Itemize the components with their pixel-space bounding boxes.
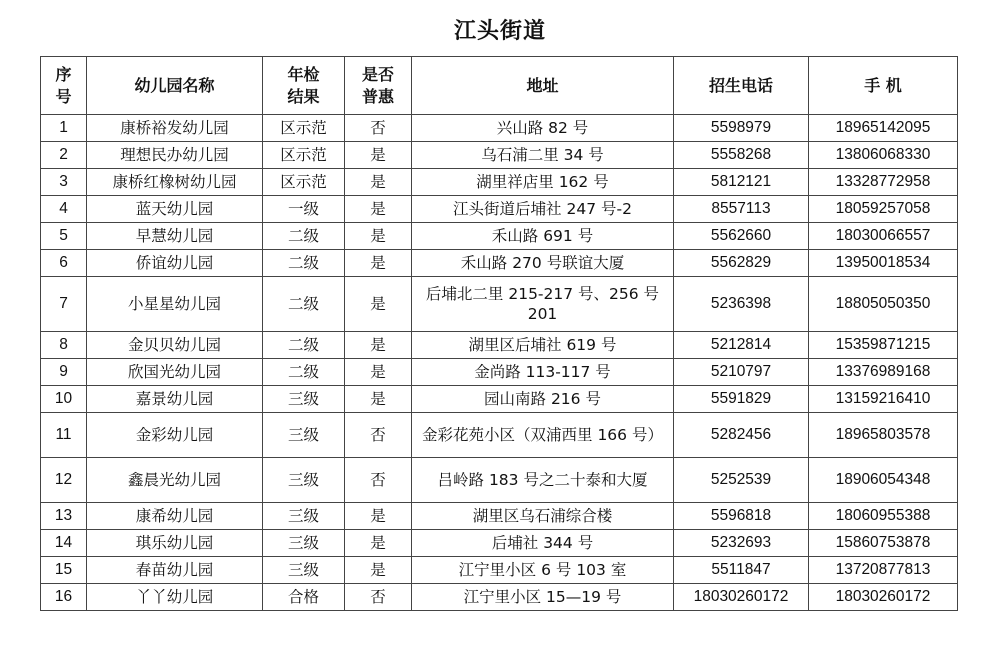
- cell-inclusive: 是: [345, 557, 412, 584]
- cell-mobile: 18965803578: [809, 413, 958, 458]
- col-header-result: [263, 57, 345, 115]
- cell-enroll-phone: 5558268: [674, 142, 809, 169]
- cell-mobile: 18906054348: [809, 458, 958, 503]
- table-row: [41, 503, 958, 530]
- cell-enroll-phone: 5598979: [674, 115, 809, 142]
- col-header-mobile: 手 机: [809, 57, 958, 115]
- cell-address: 湖里区乌石浦综合楼: [412, 503, 674, 530]
- cell-result: 一级: [263, 196, 345, 223]
- cell-mobile: 15359871215: [809, 332, 958, 359]
- cell-name: 侨谊幼儿园: [87, 250, 263, 277]
- table-row: [41, 359, 958, 386]
- cell-inclusive: 否: [345, 413, 412, 458]
- cell-enroll-phone: 8557113: [674, 196, 809, 223]
- col-header-inclusive-line1: 是否: [361, 64, 394, 84]
- cell-enroll-phone: 5562829: [674, 250, 809, 277]
- cell-enroll-phone: 5236398: [674, 277, 809, 332]
- table-row: [41, 386, 958, 413]
- cell-no: 2: [41, 142, 87, 169]
- cell-no: 10: [41, 386, 87, 413]
- cell-no: 14: [41, 530, 87, 557]
- page-title: 江头街道: [453, 19, 546, 44]
- cell-inclusive: 是: [345, 169, 412, 196]
- cell-name: 琪乐幼儿园: [87, 530, 263, 557]
- cell-result: 二级: [263, 250, 345, 277]
- cell-no: 9: [41, 359, 87, 386]
- cell-no: 13: [41, 503, 87, 530]
- cell-mobile: 13720877813: [809, 557, 958, 584]
- cell-result: 区示范: [263, 169, 345, 196]
- cell-name: 小星星幼儿园: [87, 277, 263, 332]
- cell-name: 康希幼儿园: [87, 503, 263, 530]
- cell-name: 蓝天幼儿园: [87, 196, 263, 223]
- cell-mobile: 13806068330: [809, 142, 958, 169]
- cell-enroll-phone: 5562660: [674, 223, 809, 250]
- table-row: [41, 115, 958, 142]
- cell-enroll-phone: 5232693: [674, 530, 809, 557]
- cell-no: 1: [41, 115, 87, 142]
- cell-result: 三级: [263, 458, 345, 503]
- cell-result: 二级: [263, 223, 345, 250]
- cell-inclusive: 否: [345, 115, 412, 142]
- cell-mobile: 15860753878: [809, 530, 958, 557]
- cell-result: 区示范: [263, 142, 345, 169]
- cell-no: 6: [41, 250, 87, 277]
- cell-enroll-phone: 5591829: [674, 386, 809, 413]
- cell-mobile: 13159216410: [809, 386, 958, 413]
- table-row: [41, 557, 958, 584]
- cell-name: 早慧幼儿园: [87, 223, 263, 250]
- cell-no: 4: [41, 196, 87, 223]
- col-header-result-line1: 年检: [287, 64, 320, 84]
- col-header-no: [41, 57, 87, 115]
- cell-result: 二级: [263, 277, 345, 332]
- cell-enroll-phone: 5511847: [674, 557, 809, 584]
- cell-mobile: 18030066557: [809, 223, 958, 250]
- cell-enroll-phone: 5596818: [674, 503, 809, 530]
- cell-no: 3: [41, 169, 87, 196]
- col-header-address: 地址: [412, 57, 674, 115]
- cell-result: 三级: [263, 557, 345, 584]
- cell-no: 8: [41, 332, 87, 359]
- cell-name: 理想民办幼儿园: [87, 142, 263, 169]
- cell-result: 三级: [263, 386, 345, 413]
- cell-inclusive: 是: [345, 196, 412, 223]
- table-row: [41, 169, 958, 196]
- cell-inclusive: 是: [345, 386, 412, 413]
- table-row: [41, 277, 958, 332]
- cell-no: 15: [41, 557, 87, 584]
- cell-mobile: 18965142095: [809, 115, 958, 142]
- cell-mobile: 18059257058: [809, 196, 958, 223]
- cell-address: 兴山路 82 号: [412, 115, 674, 142]
- cell-name: 鑫晨光幼儿园: [87, 458, 263, 503]
- cell-no: 12: [41, 458, 87, 503]
- cell-name: 欣国光幼儿园: [87, 359, 263, 386]
- cell-enroll-phone: 5282456: [674, 413, 809, 458]
- cell-address: 江宁里小区 6 号 103 室: [412, 557, 674, 584]
- cell-inclusive: 是: [345, 142, 412, 169]
- table-row: [41, 223, 958, 250]
- cell-mobile: 18030260172: [809, 584, 958, 611]
- cell-result: 二级: [263, 332, 345, 359]
- cell-inclusive: 是: [345, 530, 412, 557]
- cell-inclusive: 是: [345, 359, 412, 386]
- cell-name: 金贝贝幼儿园: [87, 332, 263, 359]
- table-row: [41, 196, 958, 223]
- cell-mobile: 13950018534: [809, 250, 958, 277]
- cell-address: 乌石浦二里 34 号: [412, 142, 674, 169]
- cell-name: 康桥裕发幼儿园: [87, 115, 263, 142]
- cell-address: 禾山路 691 号: [412, 223, 674, 250]
- cell-address: 后埔北二里 215-217 号、256 号 201: [412, 277, 674, 332]
- table-row: [41, 250, 958, 277]
- table-row: [41, 458, 958, 503]
- cell-address: 金尚路 113-117 号: [412, 359, 674, 386]
- cell-address: 湖里区后埔社 619 号: [412, 332, 674, 359]
- cell-no: 16: [41, 584, 87, 611]
- cell-inclusive: 是: [345, 503, 412, 530]
- cell-address: 金彩花苑小区（双浦西里 166 号）: [412, 413, 674, 458]
- cell-enroll-phone: 5210797: [674, 359, 809, 386]
- cell-name: 丫丫幼儿园: [87, 584, 263, 611]
- cell-no: 11: [41, 413, 87, 458]
- table-row: [41, 142, 958, 169]
- cell-no: 5: [41, 223, 87, 250]
- col-header-result-line2: 结果: [287, 86, 320, 106]
- cell-enroll-phone: 5212814: [674, 332, 809, 359]
- cell-inclusive: 是: [345, 332, 412, 359]
- col-header-enroll-phone: 招生电话: [674, 57, 809, 115]
- cell-address: 后埔社 344 号: [412, 530, 674, 557]
- cell-mobile: 13376989168: [809, 359, 958, 386]
- cell-result: 三级: [263, 413, 345, 458]
- cell-no: 7: [41, 277, 87, 332]
- cell-name: 春苗幼儿园: [87, 557, 263, 584]
- cell-enroll-phone: 18030260172: [674, 584, 809, 611]
- cell-result: 三级: [263, 530, 345, 557]
- table-row: [41, 332, 958, 359]
- cell-name: 嘉景幼儿园: [87, 386, 263, 413]
- cell-mobile: 18060955388: [809, 503, 958, 530]
- table-row: [41, 530, 958, 557]
- cell-address: 园山南路 216 号: [412, 386, 674, 413]
- table-body: [41, 115, 958, 611]
- table-header-row: [41, 57, 958, 115]
- col-header-no-line1: 序: [55, 64, 72, 84]
- table-row: [41, 584, 958, 611]
- col-header-name: 幼儿园名称: [87, 57, 263, 115]
- cell-result: 区示范: [263, 115, 345, 142]
- col-header-no-line2: 号: [55, 86, 72, 106]
- table-row: [41, 413, 958, 458]
- cell-name: 康桥红橡树幼儿园: [87, 169, 263, 196]
- kindergarten-table: [40, 56, 958, 611]
- col-header-inclusive: [345, 57, 412, 115]
- cell-name: 金彩幼儿园: [87, 413, 263, 458]
- cell-inclusive: 是: [345, 223, 412, 250]
- cell-address: 江头街道后埔社 247 号-2: [412, 196, 674, 223]
- cell-result: 二级: [263, 359, 345, 386]
- cell-mobile: 18805050350: [809, 277, 958, 332]
- cell-inclusive: 否: [345, 458, 412, 503]
- cell-address: 禾山路 270 号联谊大厦: [412, 250, 674, 277]
- cell-enroll-phone: 5812121: [674, 169, 809, 196]
- cell-address: 湖里祥店里 162 号: [412, 169, 674, 196]
- cell-address: 吕岭路 183 号之二十泰和大厦: [412, 458, 674, 503]
- cell-result: 合格: [263, 584, 345, 611]
- cell-result: 三级: [263, 503, 345, 530]
- cell-inclusive: 是: [345, 250, 412, 277]
- cell-enroll-phone: 5252539: [674, 458, 809, 503]
- cell-address: 江宁里小区 15—19 号: [412, 584, 674, 611]
- cell-inclusive: 否: [345, 584, 412, 611]
- cell-mobile: 13328772958: [809, 169, 958, 196]
- col-header-inclusive-line2: 普惠: [361, 86, 394, 106]
- cell-inclusive: 是: [345, 277, 412, 332]
